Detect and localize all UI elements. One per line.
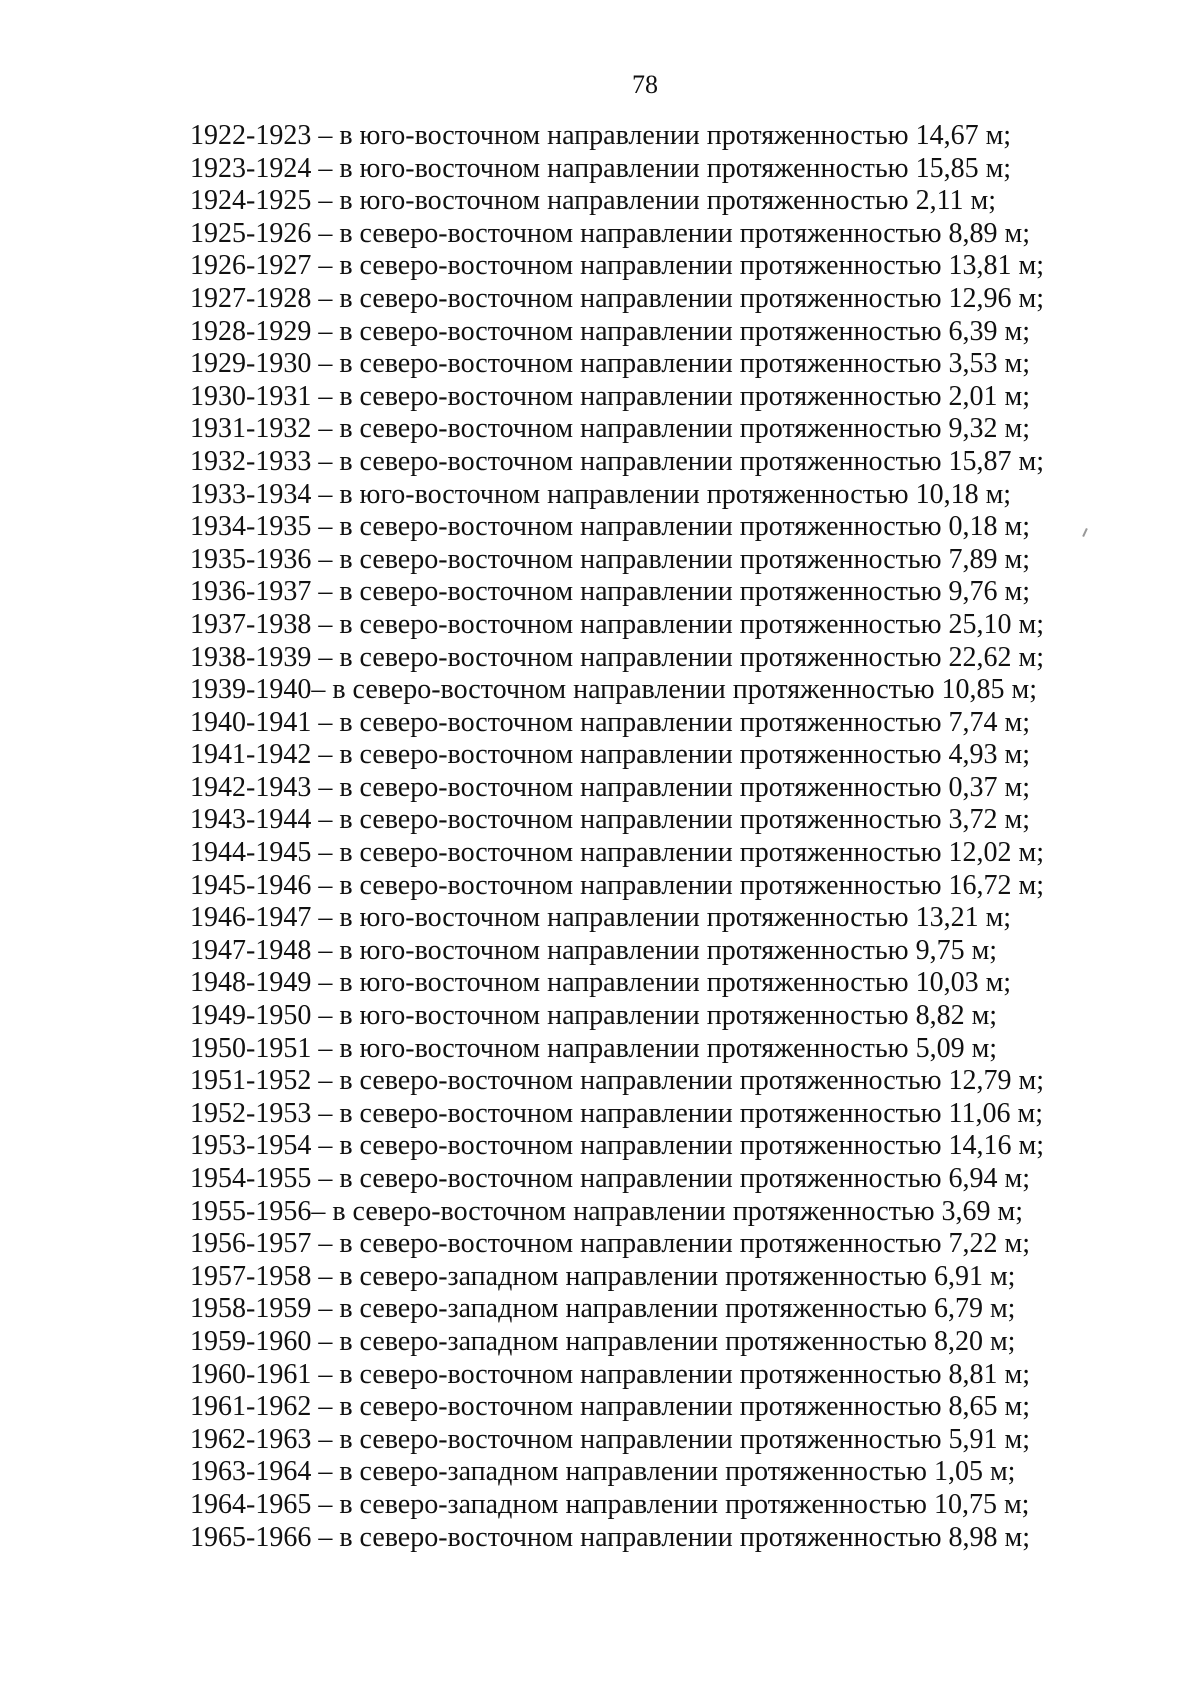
segment-line: 1953-1954 – в северо-восточном направлении протяженностью 14,16 м; bbox=[190, 1130, 1045, 1162]
segment-line: 1940-1941 – в северо-восточном направлении протяженностью 7,74 м; bbox=[190, 706, 1031, 738]
segment-line: 1931-1932 – в северо-восточном направлении протяженностью 9,32 м; bbox=[190, 413, 1031, 445]
segment-line: 1951-1952 – в северо-восточном направлении протяженностью 12,79 м; bbox=[190, 1065, 1045, 1097]
segment-line: 1927-1928 – в северо-восточном направлении протяженностью 12,96 м; bbox=[190, 282, 1045, 314]
segment-line: 1946-1947 – в юго-восточном направлении протяженностью 13,21 м; bbox=[190, 902, 1012, 934]
segment-line: 1944-1945 – в северо-восточном направлении протяженностью 12,02 м; bbox=[190, 837, 1045, 869]
segment-line: 1964-1965 – в северо-западном направлении протяженностью 10,75 м; bbox=[190, 1488, 1030, 1520]
segment-line: 1926-1927 – в северо-восточном направлении протяженностью 13,81 м; bbox=[190, 250, 1045, 282]
segment-line: 1948-1949 – в юго-восточном направлении протяженностью 10,03 м; bbox=[190, 967, 1012, 999]
segment-line: 1950-1951 – в юго-восточном направлении протяженностью 5,09 м; bbox=[190, 1032, 998, 1064]
segment-line: 1934-1935 – в северо-восточном направлении протяженностью 0,18 м; bbox=[190, 511, 1031, 543]
segment-line: 1965-1966 – в северо-восточном направлении протяженностью 8,98 м; bbox=[190, 1521, 1031, 1553]
page-number: 78 bbox=[632, 70, 658, 99]
segment-line: 1958-1959 – в северо-западном направлении протяженностью 6,79 м; bbox=[190, 1293, 1016, 1325]
segment-line: 1924-1925 – в юго-восточном направлении протяженностью 2,11 м; bbox=[190, 185, 997, 217]
segment-line: 1935-1936 – в северо-восточном направлении протяженностью 7,89 м; bbox=[190, 543, 1031, 575]
segment-line: 1923-1924 – в юго-восточном направлении протяженностью 15,85 м; bbox=[190, 152, 1012, 184]
segment-line: 1932-1933 – в северо-восточном направлении протяженностью 15,87 м; bbox=[190, 445, 1045, 477]
segment-line: 1952-1953 – в северо-восточном направлении протяженностью 11,06 м; bbox=[190, 1097, 1044, 1129]
segment-line: 1949-1950 – в юго-восточном направлении протяженностью 8,82 м; bbox=[190, 1000, 998, 1032]
segment-line: 1930-1931 – в северо-восточном направлении протяженностью 2,01 м; bbox=[190, 380, 1031, 412]
segment-line: 1941-1942 – в северо-восточном направлении протяженностью 4,93 м; bbox=[190, 739, 1031, 771]
segment-line: 1933-1934 – в юго-восточном направлении протяженностью 10,18 м; bbox=[190, 478, 1012, 510]
segment-line: 1925-1926 – в северо-восточном направлении протяженностью 8,89 м; bbox=[190, 217, 1031, 249]
segment-line: 1955-1956– в северо-восточном направлении протяженностью 3,69 м; bbox=[190, 1195, 1024, 1227]
segment-line: 1947-1948 – в юго-восточном направлении протяженностью 9,75 м; bbox=[190, 934, 998, 966]
segment-line: 1938-1939 – в северо-восточном направлении протяженностью 22,62 м; bbox=[190, 641, 1045, 673]
segment-line: 1957-1958 – в северо-западном направлении протяженностью 6,91 м; bbox=[190, 1260, 1016, 1292]
segment-line: 1936-1937 – в северо-восточном направлении протяженностью 9,76 м; bbox=[190, 576, 1031, 608]
segment-line: 1928-1929 – в северо-восточном направлении протяженностью 6,39 м; bbox=[190, 315, 1031, 347]
segment-line: 1942-1943 – в северо-восточном направлении протяженностью 0,37 м; bbox=[190, 771, 1031, 803]
segment-line: 1959-1960 – в северо-западном направлении протяженностью 8,20 м; bbox=[190, 1325, 1016, 1357]
segment-line: 1939-1940– в северо-восточном направлении протяженностью 10,85 м; bbox=[190, 674, 1038, 706]
segment-line: 1922-1923 – в юго-восточном направлении протяженностью 14,67 м; bbox=[190, 120, 1012, 151]
segment-line: 1954-1955 – в северо-восточном направлении протяженностью 6,94 м; bbox=[190, 1163, 1031, 1194]
segment-line: 1937-1938 – в северо-восточном направлении протяженностью 25,10 м; bbox=[190, 608, 1045, 640]
segment-line: 1961-1962 – в северо-восточном направлении протяженностью 8,65 м; bbox=[190, 1391, 1031, 1423]
boundary-segment-list bbox=[190, 120, 1190, 1554]
segment-line: 1945-1946 – в северо-восточном направлении протяженностью 16,72 м; bbox=[190, 869, 1045, 901]
segment-line: 1943-1944 – в северо-восточном направлении протяженностью 3,72 м; bbox=[190, 804, 1031, 836]
segment-line: 1956-1957 – в северо-восточном направлении протяженностью 7,22 м; bbox=[190, 1228, 1031, 1260]
segment-line: 1929-1930 – в северо-восточном направлении протяженностью 3,53 м; bbox=[190, 348, 1031, 380]
segment-line: 1960-1961 – в северо-восточном направлении протяженностью 8,81 м; bbox=[190, 1358, 1031, 1390]
segment-line: 1963-1964 – в северо-западном направлении протяженностью 1,05 м; bbox=[190, 1456, 1016, 1488]
segment-line: 1962-1963 – в северо-восточном направлении протяженностью 5,91 м; bbox=[190, 1423, 1031, 1455]
